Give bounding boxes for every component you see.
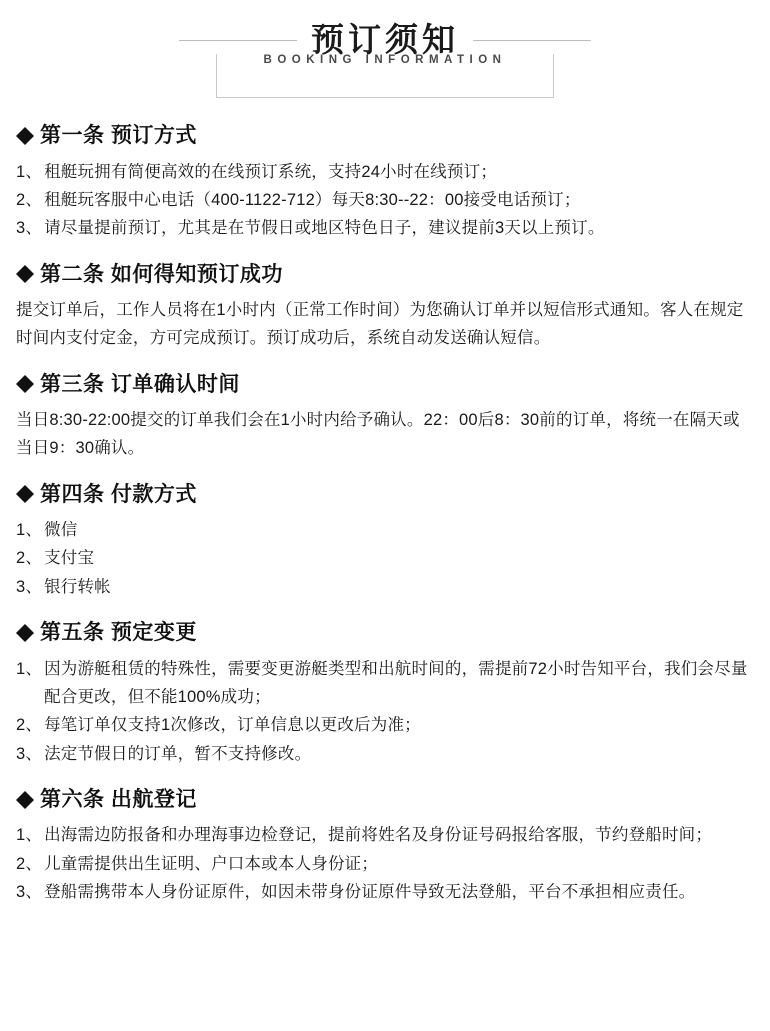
list-item-text: 微信: [44, 521, 78, 540]
section-payment-method: [16, 481, 754, 601]
section-list: [16, 655, 754, 769]
list-item: [16, 516, 754, 544]
list-item-text: 儿童需提供出生证明、户口本或本人身份证；: [44, 854, 379, 873]
section-title: 第一条 预订方式: [40, 124, 197, 148]
list-item: [16, 821, 754, 849]
list-item: [16, 655, 754, 712]
section-departure-registration: [16, 786, 754, 906]
section-heading: [16, 786, 754, 813]
document-header: [16, 14, 754, 104]
page-subtitle: BOOKING INFORMATION: [263, 54, 507, 67]
list-item-text: 出海需边防报备和办理海事边检登记，提前将姓名及身份证号码报给客服，节约登船时间；: [44, 826, 713, 845]
diamond-bullet-icon: [16, 615, 34, 633]
list-item-text: 登船需携带本人身份证原件，如因未带身份证原件导致无法登船，平台不承担相应责任。: [44, 883, 696, 902]
header-rule-left: [179, 40, 297, 41]
list-item: [16, 573, 754, 601]
list-item-text: 每笔订单仅支持1次修改，订单信息以更改后为准；: [44, 716, 421, 735]
list-item-text: 租艇玩客服中心电话（400-1122-712）每天8:30--22：00接受电话预订；: [44, 190, 581, 209]
list-item: [16, 186, 754, 214]
list-item-text: 请尽量提前预订，尤其是在节假日或地区特色日子，建议提前3天以上预订。: [44, 219, 605, 238]
list-item: [16, 711, 754, 739]
section-title: 第四条 付款方式: [40, 482, 197, 506]
list-item-text: 银行转帐: [44, 577, 111, 596]
section-booking-method: [16, 122, 754, 242]
list-item-text: 租艇玩拥有简便高效的在线预订系统，支持24小时在线预订；: [44, 162, 498, 181]
list-item: [16, 544, 754, 572]
diamond-bullet-icon: [16, 782, 34, 800]
list-item-text: 支付宝: [44, 549, 95, 568]
section-heading: [16, 481, 754, 508]
list-item-text: 法定节假日的订单，暂不支持修改。: [44, 744, 312, 763]
list-item-index: 2、: [16, 854, 43, 873]
list-item-index: 1、: [16, 521, 43, 540]
section-heading: [16, 371, 754, 398]
section-order-confirm-time: [16, 371, 754, 463]
section-booking-confirmation: [16, 261, 754, 353]
list-item-index: 3、: [16, 744, 43, 763]
section-body: [16, 406, 754, 463]
list-item-index: 1、: [16, 659, 43, 678]
list-item-index: 3、: [16, 883, 43, 902]
list-item-index: 2、: [16, 549, 43, 568]
section-heading: [16, 619, 754, 646]
header-title-row: [16, 22, 754, 58]
header-frame: [216, 54, 554, 98]
diamond-bullet-icon: [16, 256, 34, 274]
section-title: 第六条 出航登记: [40, 788, 197, 812]
section-booking-change: [16, 619, 754, 768]
list-item-index: 1、: [16, 162, 43, 181]
list-item-text: 因为游艇租赁的特殊性，需要变更游艇类型和出航时间的，需提前72小时告知平台，我们会尽量配合更改，但不能100%成功；: [44, 659, 748, 706]
section-heading: [16, 261, 754, 288]
list-item-index: 3、: [16, 577, 43, 596]
section-title: 第三条 订单确认时间: [40, 372, 240, 396]
list-item: [16, 740, 754, 768]
list-item: [16, 214, 754, 242]
section-body: [16, 296, 754, 353]
diamond-bullet-icon: [16, 366, 34, 384]
section-list: [16, 158, 754, 243]
section-list: [16, 516, 754, 601]
diamond-bullet-icon: [16, 476, 34, 494]
page-title: 预订须知: [311, 21, 459, 58]
list-item-index: 2、: [16, 190, 43, 209]
list-item-index: 2、: [16, 716, 43, 735]
list-item: [16, 850, 754, 878]
list-item-index: 3、: [16, 219, 43, 238]
list-item-index: 1、: [16, 826, 43, 845]
diamond-bullet-icon: [16, 118, 34, 136]
paragraph: 当日8:30-22:00提交的订单我们会在1小时内给予确认。22：00后8：30前的订单，将统一在隔天或当日9：30确认。: [16, 411, 740, 458]
section-title: 第五条 预定变更: [40, 621, 197, 645]
paragraph: 提交订单后，工作人员将在1小时内（正常工作时间）为您确认订单并以短信形式通知。客人在规定时间内支付定金，方可完成预订。预订成功后，系统自动发送确认短信。: [16, 301, 744, 348]
list-item: [16, 158, 754, 186]
section-heading: [16, 122, 754, 149]
list-item: [16, 878, 754, 906]
section-title: 第二条 如何得知预订成功: [40, 262, 283, 286]
header-rule-right: [473, 40, 591, 41]
section-list: [16, 821, 754, 906]
